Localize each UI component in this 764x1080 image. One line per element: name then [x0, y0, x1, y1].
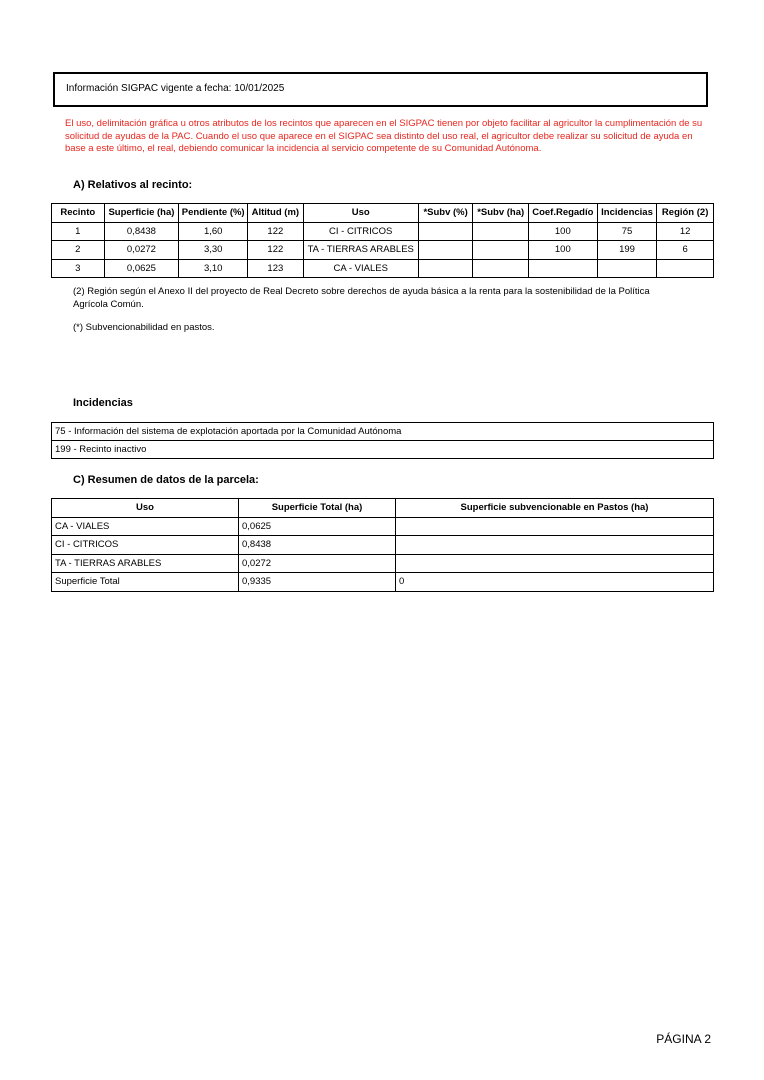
cell-subv-ha	[473, 259, 529, 278]
cell-subv-ha	[473, 222, 529, 241]
section-a-title: A) Relativos al recinto:	[73, 179, 193, 191]
cell-uso: Superficie Total	[52, 573, 239, 592]
cell-incidencias: 75	[597, 222, 657, 241]
table-row	[52, 423, 714, 441]
cell-pendiente: 3,10	[179, 259, 248, 278]
cell-uso: TA - TIERRAS ARABLES	[303, 241, 418, 260]
section-c-title: C) Resumen de datos de la parcela:	[73, 474, 259, 486]
cell-superficie-total: 0,0272	[239, 554, 396, 573]
cell-region	[657, 259, 714, 278]
cell-superficie-total: 0,8438	[239, 536, 396, 555]
subv-footnote: (*) Subvencionabilidad en pastos.	[73, 322, 215, 333]
header-pendiente: Pendiente (%)	[179, 204, 248, 223]
table-row	[52, 441, 714, 459]
cell-uso: CA - VIALES	[52, 517, 239, 536]
cell-superficie-total: 0,0625	[239, 517, 396, 536]
table-row	[52, 517, 714, 536]
cell-subv-pct	[418, 222, 473, 241]
cell-altitud: 122	[248, 241, 304, 260]
header-uso: Uso	[52, 499, 239, 518]
header-uso: Uso	[303, 204, 418, 223]
cell-superficie-pastos	[396, 554, 714, 573]
header-recinto: Recinto	[52, 204, 105, 223]
cell-incidencias	[597, 259, 657, 278]
cell-pendiente: 3,30	[179, 241, 248, 260]
cell-coef-regadio: 100	[528, 241, 597, 260]
incidencias-table	[51, 422, 714, 459]
incidencia-item: 199 - Recinto inactivo	[52, 441, 714, 459]
header-subv-pct: *Subv (%)	[418, 204, 473, 223]
cell-coef-regadio	[528, 259, 597, 278]
table-row	[52, 259, 714, 278]
cell-superficie-pastos	[396, 536, 714, 555]
cell-altitud: 123	[248, 259, 304, 278]
cell-region: 6	[657, 241, 714, 260]
cell-recinto: 2	[52, 241, 105, 260]
cell-uso: CI - CITRICOS	[303, 222, 418, 241]
sigpac-info-box	[53, 72, 708, 107]
table-row	[52, 536, 714, 555]
cell-superficie-pastos	[396, 517, 714, 536]
cell-superficie-pastos: 0	[396, 573, 714, 592]
cell-uso: CA - VIALES	[303, 259, 418, 278]
cell-subv-ha	[473, 241, 529, 260]
header-superficie-pastos: Superficie subvencionable en Pastos (ha)	[396, 499, 714, 518]
incidencias-title: Incidencias	[73, 397, 133, 409]
header-superficie: Superficie (ha)	[104, 204, 179, 223]
cell-region: 12	[657, 222, 714, 241]
cell-superficie: 0,8438	[104, 222, 179, 241]
recinto-header-row	[52, 204, 714, 223]
cell-pendiente: 1,60	[179, 222, 248, 241]
cell-superficie-total: 0,9335	[239, 573, 396, 592]
recinto-table	[51, 203, 714, 278]
table-row	[52, 554, 714, 573]
header-subv-ha: *Subv (ha)	[473, 204, 529, 223]
usage-notice: El uso, delimitación gráfica u otros atributos de los recintos que aparecen en el SIGPAC tienen por objeto facilitar al agricultor la cumplimentación de su solicitud de ayudas de la PAC. Cuando el uso que aparece en el SIGPAC sea distinto del uso real, el agricultor debe realizar su solicitud de ayuda en base a este último, el real, debiendo comunicar la incidencia al servicio competente de su Comunidad Autónoma.	[65, 118, 703, 154]
page-number: PÁGINA 2	[656, 1032, 711, 1046]
cell-recinto: 1	[52, 222, 105, 241]
header-superficie-total: Superficie Total (ha)	[239, 499, 396, 518]
cell-subv-pct	[418, 259, 473, 278]
cell-altitud: 122	[248, 222, 304, 241]
header-incidencias: Incidencias	[597, 204, 657, 223]
header-coef-regadio: Coef.Regadío	[528, 204, 597, 223]
incidencia-item: 75 - Información del sistema de explotación aportada por la Comunidad Autónoma	[52, 423, 714, 441]
cell-uso: TA - TIERRAS ARABLES	[52, 554, 239, 573]
resumen-table	[51, 498, 714, 592]
table-row	[52, 573, 714, 592]
cell-superficie: 0,0272	[104, 241, 179, 260]
region-footnote: (2) Región según el Anexo II del proyecto de Real Decreto sobre derechos de ayuda básica a la renta para la sostenibilidad de la Política Agrícola Común.	[73, 286, 650, 310]
header-altitud: Altitud (m)	[248, 204, 304, 223]
cell-uso: CI - CITRICOS	[52, 536, 239, 555]
sigpac-date-text: Información SIGPAC vigente a fecha: 10/01/2025	[66, 83, 285, 94]
cell-coef-regadio: 100	[528, 222, 597, 241]
table-row	[52, 241, 714, 260]
header-region: Región (2)	[657, 204, 714, 223]
cell-subv-pct	[418, 241, 473, 260]
cell-incidencias: 199	[597, 241, 657, 260]
resumen-header-row	[52, 499, 714, 518]
table-row	[52, 222, 714, 241]
cell-superficie: 0,0625	[104, 259, 179, 278]
cell-recinto: 3	[52, 259, 105, 278]
